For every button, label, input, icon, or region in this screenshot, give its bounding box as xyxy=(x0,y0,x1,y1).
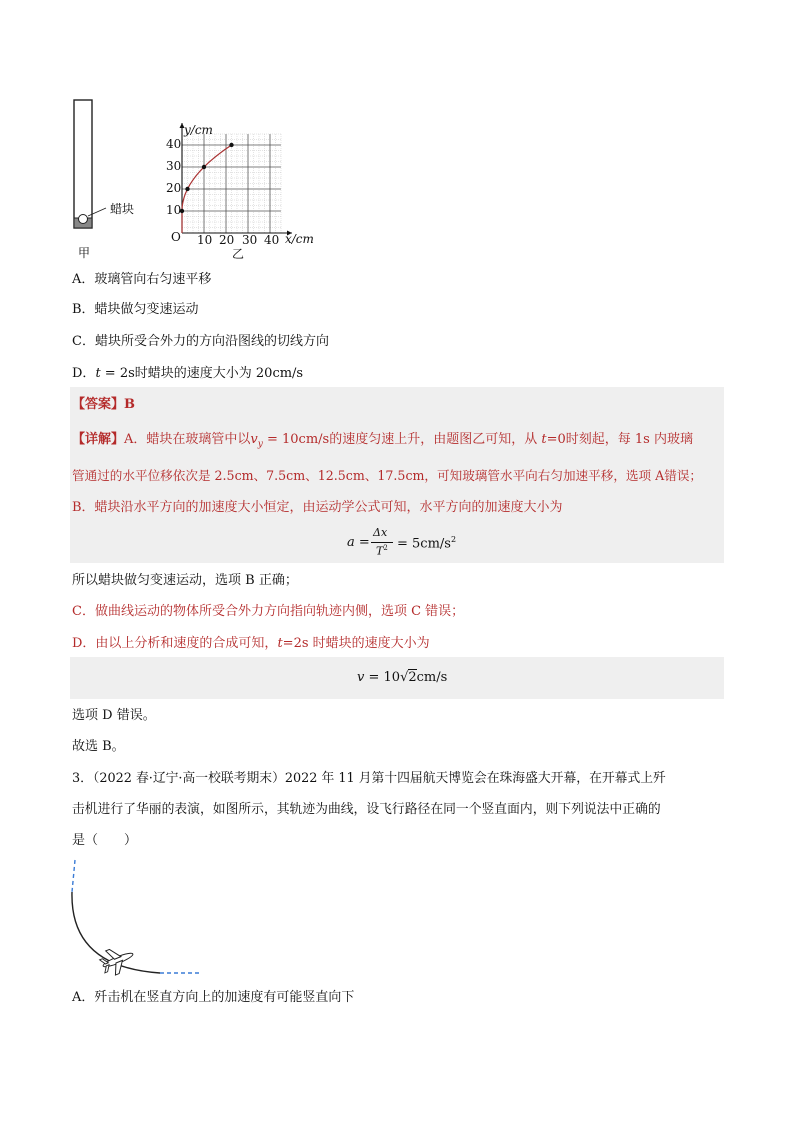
eq2-rhs-a: = 10 xyxy=(364,670,401,685)
sqrt-symbol: √ xyxy=(400,670,409,685)
graph-grid xyxy=(182,134,281,233)
eq2-radicand: 2 xyxy=(408,670,417,685)
eq1-rhs-text: = 5cm/s xyxy=(397,536,451,552)
eq1-fraction-bar xyxy=(371,542,393,543)
y-tick-20: 20 xyxy=(166,181,182,195)
detail-line-1 xyxy=(72,431,693,454)
detail-line-4: 所以蜡块做匀变速运动，选项 B 正确； xyxy=(72,573,298,588)
x-tick-30: 30 xyxy=(242,233,258,247)
jet-trajectory-figure xyxy=(60,852,220,982)
detail-l1-sub: y xyxy=(257,439,263,450)
option-a: A．玻璃管向右匀速平移 xyxy=(72,272,212,287)
eq2-lhs: v xyxy=(357,670,365,685)
x-tick-20: 20 xyxy=(219,233,235,247)
detail-l1-var: v xyxy=(250,432,258,447)
option-b: B．蜡块做匀变速运动 xyxy=(72,302,199,317)
x-tick-40: 40 xyxy=(264,233,280,247)
origin-label: O xyxy=(171,230,181,244)
option-c: C．蜡块所受合外力的方向沿图线的切线方向 xyxy=(72,334,329,349)
eq2-rhs-b: cm/s xyxy=(416,670,448,685)
detail-l1-d: =0时刻起，每 1s 内玻璃 xyxy=(546,432,693,447)
detail-l1-c: 的速度匀速上升，由题图乙可知，从 xyxy=(329,432,542,447)
detail-line-2: 管通过的水平位移依次是 2.5cm、7.5cm、12.5cm、17.5cm，可知玻璃管水平向右匀加速平移，选项 A错误； xyxy=(72,468,703,483)
q3-line-2: 击机进行了华丽的表演，如图所示，其轨迹为曲线，设飞行路径在同一个竖直面内，则下列说法中正确的 xyxy=(72,802,661,817)
eq1-den-var: T xyxy=(376,544,384,558)
x-axis-label: x/cm xyxy=(285,232,314,246)
x-tick-10: 10 xyxy=(197,233,213,247)
q3-option-a: A．歼击机在竖直方向上的加速度有可能竖直向下 xyxy=(72,990,355,1005)
option-d-prefix: D． xyxy=(72,366,96,381)
detail-l6-t: t xyxy=(277,636,283,651)
equation-2 xyxy=(357,670,447,685)
dashed-path-top xyxy=(72,860,75,892)
option-d xyxy=(72,365,303,383)
option-d-tail: = 2s时蜡块的速度大小为 20cm/s xyxy=(100,366,304,381)
glass-tube-figure xyxy=(72,98,162,258)
eq1-rhs: = $5cm/s^2$ xyxy=(397,535,457,552)
detail-line-6 xyxy=(72,635,430,653)
detail-l6-b: =2s 时蜡块的速度大小为 xyxy=(282,636,430,651)
graph-axes xyxy=(180,123,293,236)
eq1-num: Δx xyxy=(373,526,388,539)
detail-line-5: C．做曲线运动的物体所受合外力方向指向轨迹内侧，选项 C 错误； xyxy=(72,604,465,619)
data-point-1 xyxy=(185,187,189,191)
wax-block-label: 蜡块 xyxy=(110,202,135,216)
figure-a-caption: 甲 xyxy=(78,246,91,260)
y-tick-40: 40 xyxy=(166,137,182,151)
figure-b-caption: 乙 xyxy=(232,247,245,261)
detail-l1-b: = 10cm/s xyxy=(262,432,330,447)
y-tick-30: 30 xyxy=(166,159,182,173)
eq1-den: $T^2$ xyxy=(376,544,388,558)
detail-l1-t: t xyxy=(541,432,547,447)
data-point-3 xyxy=(229,143,233,147)
detail-tag: 【详解】 xyxy=(72,432,125,447)
answer-label: 【答案】B xyxy=(72,397,135,412)
detail-l1-a: A．蜡块在玻璃管中以 xyxy=(124,432,251,447)
detail-line-3: B．蜡块沿水平方向的加速度大小恒定，由运动学公式可知，水平方向的加速度大小为 xyxy=(72,500,563,515)
jet-icon xyxy=(97,942,137,978)
option-d-var: t xyxy=(95,366,101,381)
y-axis-label: y/cm xyxy=(184,123,213,137)
q3-line-1: 3．（2022 春·辽宁·高一校联考期末）2022 年 11 月第十四届航天博览会在珠海盛大开幕，在开幕式上歼 xyxy=(72,771,666,786)
detail-line-7: 选项 D 错误。 xyxy=(72,708,156,723)
q3-line-3: 是（ ） xyxy=(72,833,138,848)
jet-trajectory-drawing xyxy=(60,852,220,982)
y-tick-10: 10 xyxy=(166,203,182,217)
glass-tube-drawing xyxy=(72,98,162,258)
data-point-2 xyxy=(202,165,206,169)
eq1-lhs: a = xyxy=(347,535,370,550)
detail-line-8: 故选 B。 xyxy=(72,739,125,754)
detail-l6-a: D．由以上分析和速度的合成可知， xyxy=(72,636,278,651)
